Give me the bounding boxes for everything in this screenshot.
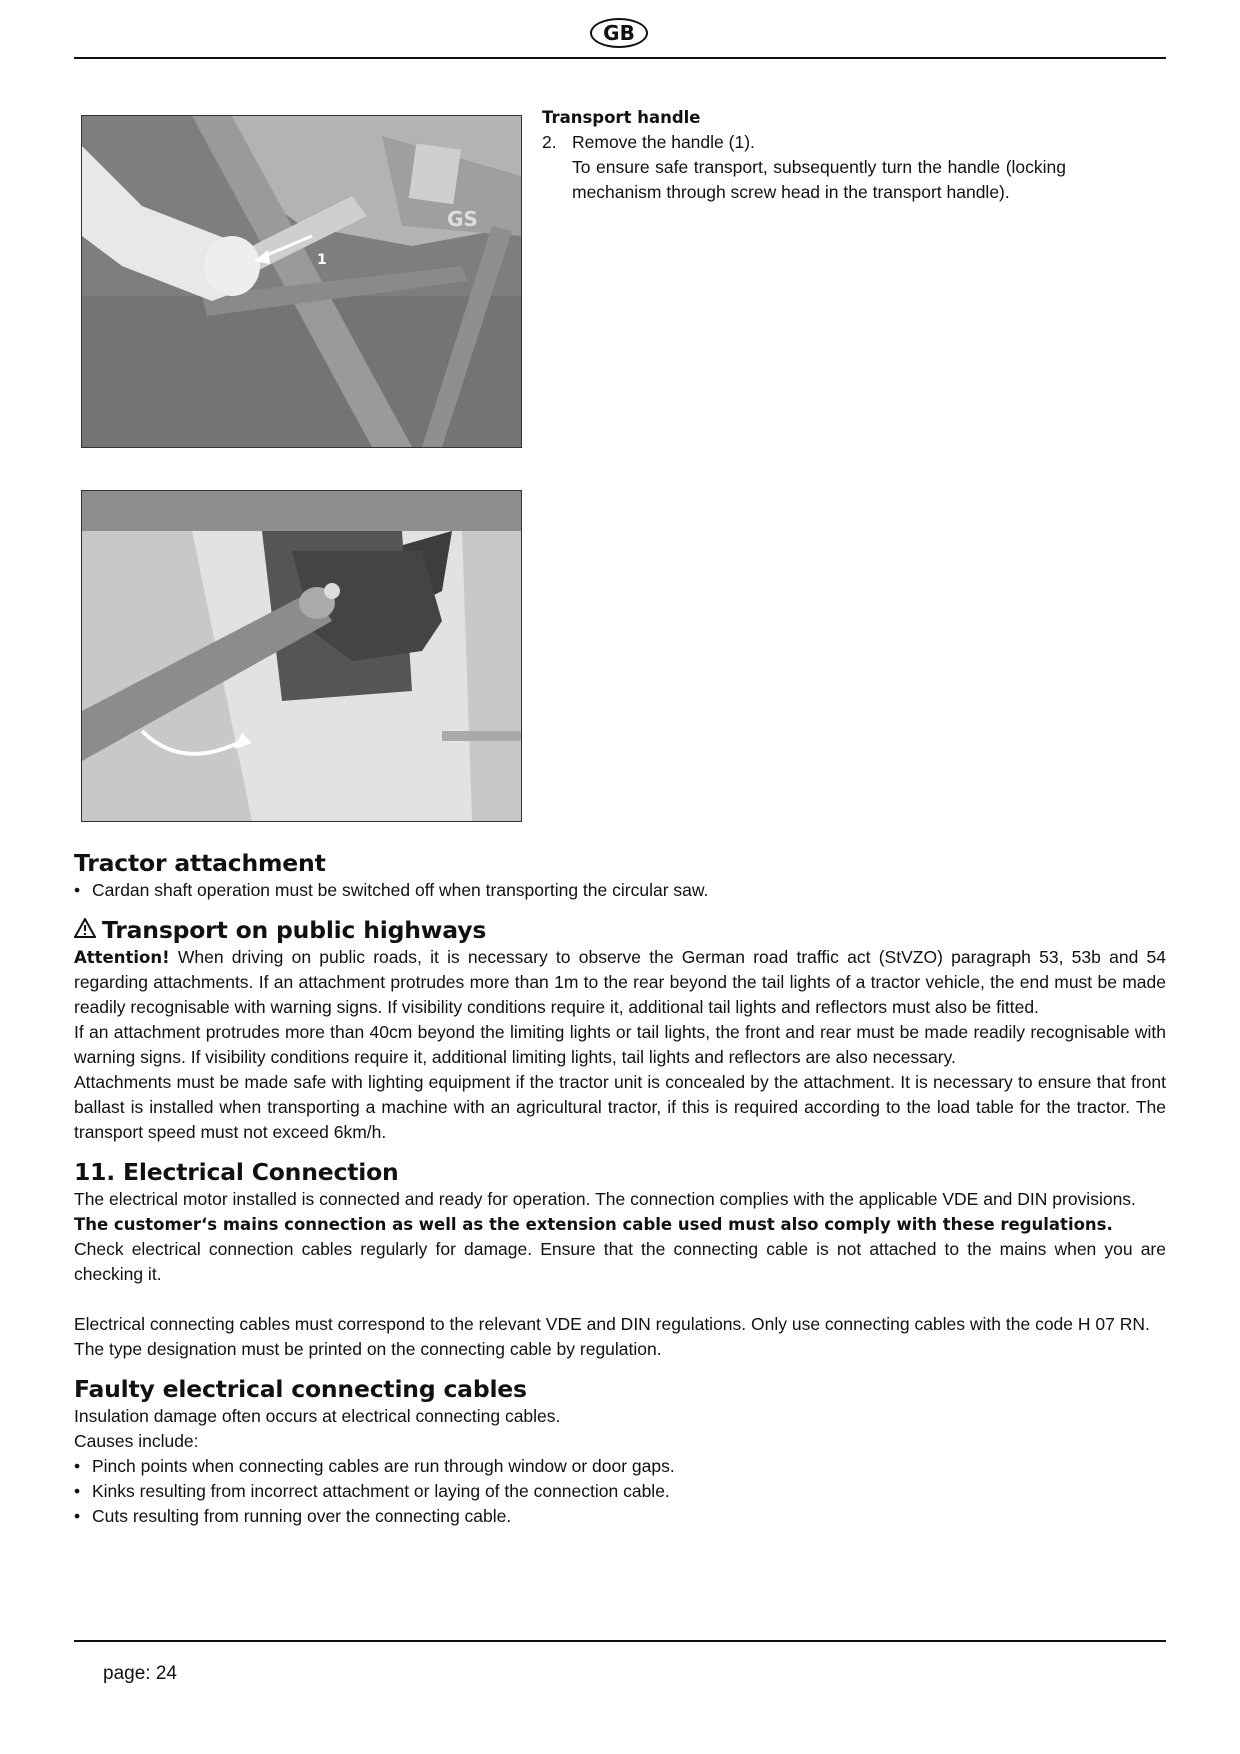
list-item: • Pinch points when connecting cables are run through window or door gaps. [74,1454,1166,1479]
main-text [74,848,1166,1529]
public-highways-heading-row [74,915,1166,945]
electrical-paragraph-bold: The customer‘s mains connection as well as the extension cable used must also comply with these regulations. [74,1215,1113,1234]
gs-sticker: GS [447,207,478,231]
electrical-paragraph-4: Electrical connecting cables must correspond to the relevant VDE and DIN regulations. Only use connecting cables with the code H 07 RN. [74,1314,1150,1334]
faulty-cables-heading: Faulty electrical connecting cables [74,1375,527,1403]
highways-paragraph-3: Attachments must be made safe with lighting equipment if the tractor unit is concealed by the attachment. It is necessary to ensure that front ballast is installed when transporting a machine with an agricultural tractor, if this is required according to the load table for the tractor. The transport speed must not exceed 6km/h. [74,1072,1166,1142]
faulty-paragraph-2: Causes include: [74,1431,199,1451]
tractor-attachment-heading: Tractor attachment [74,849,326,877]
photo-remove-handle [81,115,522,448]
electrical-paragraph-1: The electrical motor installed is connected and ready for operation. The connection complies with the applicable VDE and DIN provisions. [74,1189,1136,1209]
electrical-paragraph-5: The type designation must be printed on the connecting cable by regulation. [74,1339,662,1359]
electrical-paragraph-3: Check electrical connection cables regularly for damage. Ensure that the connecting cable is not attached to the mains when you are checking it. [74,1239,1166,1284]
attention-label: Attention! [74,948,170,967]
step-detail: To ensure safe transport, subsequently turn the handle (locking mechanism through screw head in the transport handle). [572,157,1066,202]
list-item: • Cuts resulting from running over the connecting cable. [74,1504,1166,1529]
page-number: page: 24 [103,1663,177,1684]
highways-paragraph-2: If an attachment protrudes more than 40cm beyond the limiting lights or tail lights, the front and rear must be made readily recognisable with warning signs. If visibility conditions require it, additional limiting lights, tail lights and reflectors are also necessary. [74,1022,1166,1067]
transport-handle-section [542,105,1066,205]
public-highways-heading: Transport on public highways [102,916,487,944]
tractor-attachment-bullet: • Cardan shaft operation must be switched off when transporting the circular saw. [74,878,1166,903]
footer-rule [74,1640,1166,1642]
faulty-paragraph-1: Insulation damage often occurs at electrical connecting cables. [74,1406,561,1426]
list-item: • Kinks resulting from incorrect attachment or laying of the connection cable. [74,1479,1166,1504]
step-2 [542,130,1066,155]
attention-paragraph [74,945,1166,1020]
step-number: 2. [542,132,557,152]
header-rule [74,57,1166,59]
attention-text: When driving on public roads, it is necessary to observe the German road traffic act (StVZO) paragraph 53, 53b and 54 regarding attachments. If an attachment protrudes more than 1m to the rear beyond the tail lights of a tractor vehicle, the end must be made readily recognisable with warning signs. If visibility conditions require it, additional tail lights and reflectors must also be fitted. [74,947,1166,1017]
language-badge: GB [590,18,648,48]
electrical-connection-heading: 11. Electrical Connection [74,1158,399,1186]
transport-handle-heading: Transport handle [542,108,701,127]
warning-triangle-icon [74,915,96,945]
photo-turn-handle [81,490,522,822]
callout-number: 1 [317,252,327,268]
step-text: Remove the handle (1). [572,132,755,152]
